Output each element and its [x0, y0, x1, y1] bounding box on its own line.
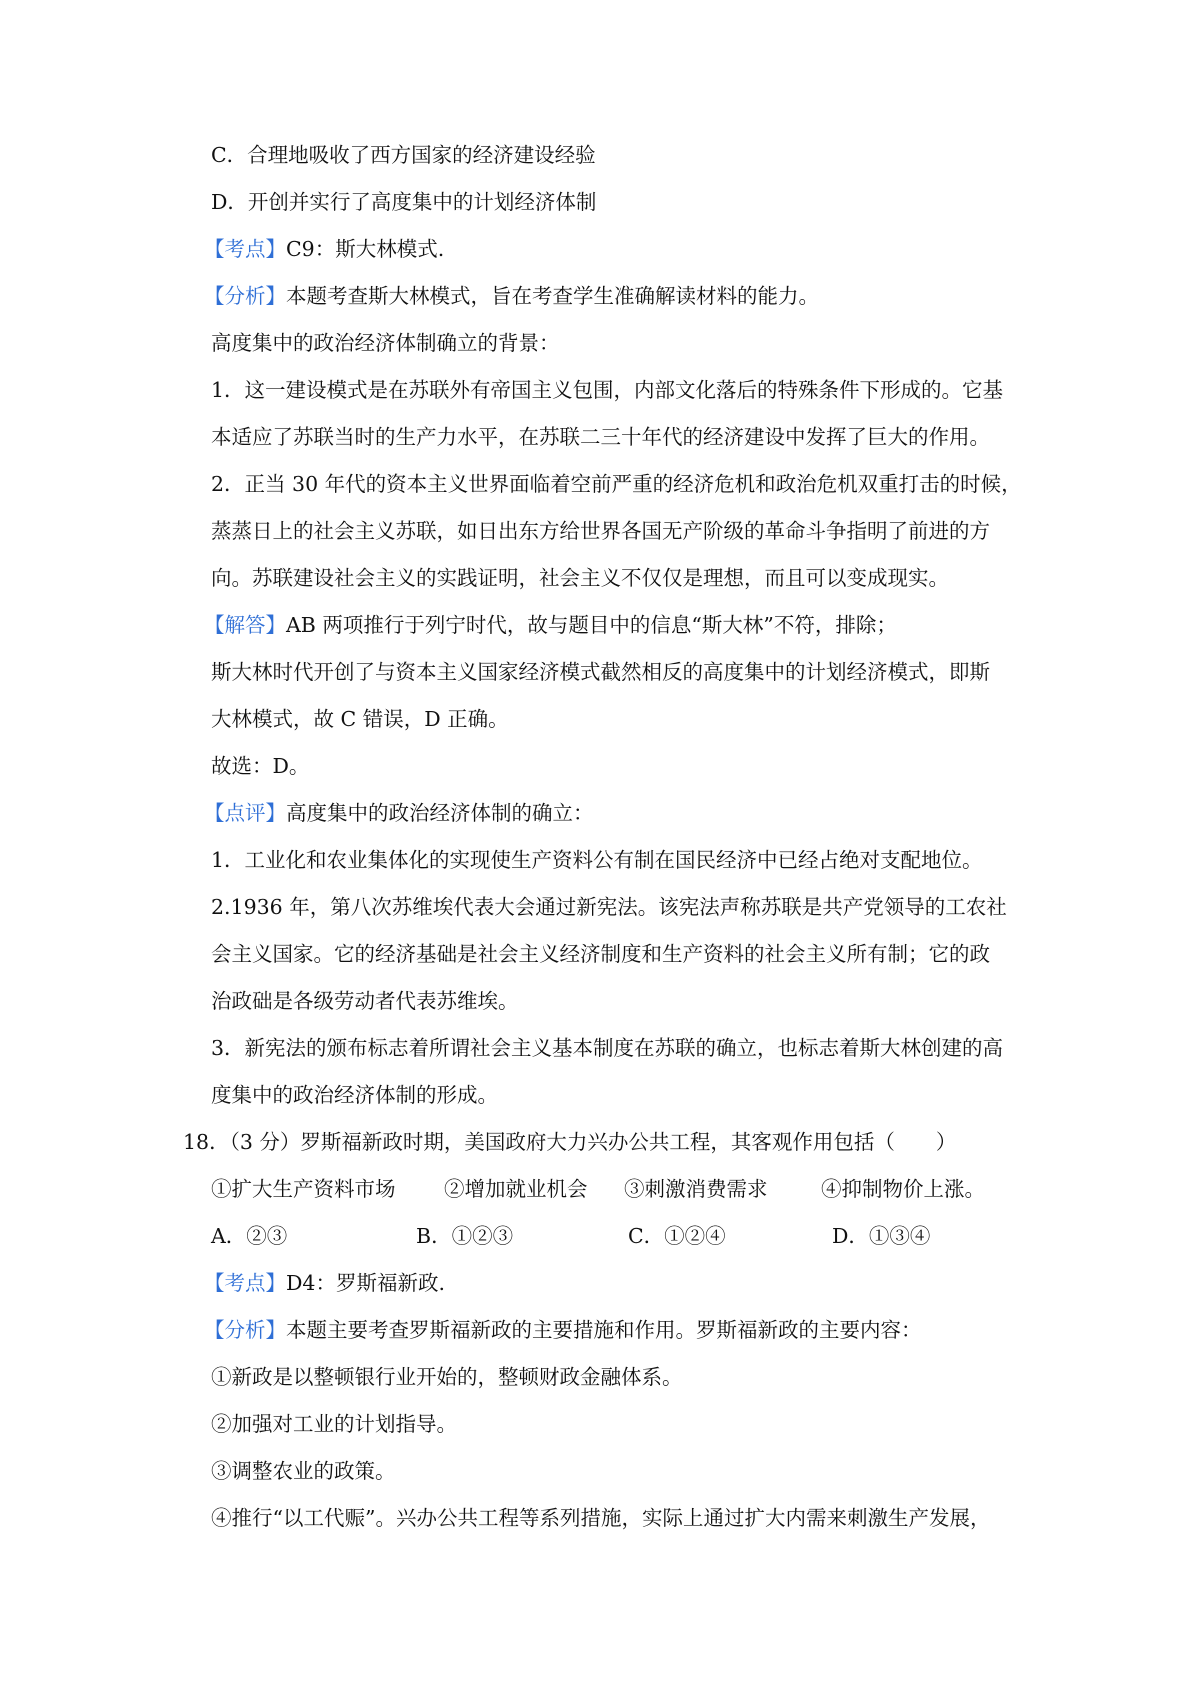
statement-item: ①扩大生产资料市场: [211, 1177, 396, 1201]
choice-d: D．①③④: [832, 1224, 931, 1248]
kaodian-line: [204, 226, 1024, 273]
q18-stem: [183, 1119, 1043, 1166]
fenxi-line: [204, 1307, 1024, 1354]
fenxi-text: 本题考查斯大林模式，旨在考查学生准确解读材料的能力。: [286, 284, 819, 308]
statement-item: ④抑制物价上涨。: [821, 1177, 985, 1201]
paragraph-line: 治政础是各级劳动者代表苏维埃。: [211, 989, 519, 1013]
paragraph-line: 1．工业化和农业集体化的实现使生产资料公有制在国民经济中已经占绝对支配地位。: [211, 848, 983, 872]
choice-c: C．①②④: [628, 1224, 726, 1248]
paragraph-line: 向。苏联建设社会主义的实践证明，社会主义不仅仅是理想，而且可以变成现实。: [211, 566, 949, 590]
fenxi-text: 本题主要考查罗斯福新政的主要措施和作用。罗斯福新政的主要内容：: [286, 1318, 922, 1342]
paragraph-line: 2．正当 30 年代的资本主义世界面临着空前严重的经济危机和政治危机双重打击的时候，: [211, 472, 1022, 496]
kaodian-text: C9：斯大林模式.: [286, 237, 445, 261]
paragraph-line: ③调整农业的政策。: [211, 1459, 396, 1483]
statement-row: [211, 1166, 1031, 1213]
paragraph-line: 高度集中的政治经济体制确立的背景：: [211, 331, 560, 355]
q17-fenxi-body: [211, 320, 1031, 602]
question-line: [183, 1119, 1043, 1166]
q18-analysis: [204, 1260, 1024, 1354]
jieda-tag: 【解答】: [204, 613, 286, 637]
q17-options-tail: [211, 132, 1031, 226]
q18-fenxi-body: [211, 1354, 1031, 1542]
paragraph-line: 大林模式，故 C 错误，D 正确。: [211, 707, 509, 731]
paragraph-line: 2.1936 年，第八次苏维埃代表大会通过新宪法。该宪法声称苏联是共产党领导的工农社: [211, 895, 1007, 919]
choice-a: A．②③: [211, 1224, 288, 1248]
question-number: 18．: [183, 1130, 230, 1154]
paragraph-line: 3．新宪法的颁布标志着所谓社会主义基本制度在苏联的确立，也标志着斯大林创建的高: [211, 1036, 1004, 1060]
paragraph-line: 本适应了苏联当时的生产力水平，在苏联二三十年代的经济建设中发挥了巨大的作用。: [211, 425, 990, 449]
question-text: （3 分）罗斯福新政时期，美国政府大力兴办公共工程，其客观作用包括（ ）: [229, 1130, 957, 1154]
paragraph-line: 蒸蒸日上的社会主义苏联，如日出东方给世界各国无产阶级的革命斗争指明了前进的方: [211, 519, 990, 543]
paragraph-line: 会主义国家。它的经济基础是社会主义经济制度和生产资料的社会主义所有制；它的政: [211, 942, 990, 966]
fenxi-tag: 【分析】: [204, 284, 286, 308]
paragraph-line: ①新政是以整顿银行业开始的，整顿财政金融体系。: [211, 1365, 683, 1389]
choice-b: B．①②③: [416, 1224, 514, 1248]
paragraph-line: 1．这一建设模式是在苏联外有帝国主义包围，内部文化落后的特殊条件下形成的。它基: [211, 378, 1004, 402]
statement-item: ②增加就业机会: [444, 1177, 588, 1201]
kaodian-tag: 【考点】: [204, 1271, 286, 1295]
jieda-line: [204, 602, 1024, 649]
paragraph-line: 度集中的政治经济体制的形成。: [211, 1083, 498, 1107]
paragraph-line: ④推行“以工代赈”。兴办公共工程等系列措施，实际上通过扩大内需来刺激生产发展，: [211, 1506, 991, 1530]
fenxi-line: [204, 273, 1024, 320]
kaodian-text: D4：罗斯福新政.: [286, 1271, 445, 1295]
fenxi-tag: 【分析】: [204, 1318, 286, 1342]
kaodian-tag: 【考点】: [204, 237, 286, 261]
q17-dianping: [204, 790, 1024, 837]
q17-dianping-body: [211, 837, 1031, 1119]
paragraph-line: ②加强对工业的计划指导。: [211, 1412, 457, 1436]
dianping-line: [204, 790, 1024, 837]
jieda-text: AB 两项推行于列宁时代，故与题目中的信息“斯大林”不符，排除；: [286, 613, 897, 637]
statement-item: ③刺激消费需求: [624, 1177, 768, 1201]
option-c: C．合理地吸收了西方国家的经济建设经验: [211, 143, 596, 167]
q17-jieda-body: [211, 649, 1031, 790]
q18-items: [211, 1166, 1031, 1260]
dianping-text: 高度集中的政治经济体制的确立：: [286, 801, 594, 825]
dianping-tag: 【点评】: [204, 801, 286, 825]
q17-jieda: [204, 602, 1024, 649]
kaodian-line: [204, 1260, 1024, 1307]
paragraph-line: 故选：D。: [211, 754, 310, 778]
paragraph-line: 斯大林时代开创了与资本主义国家经济模式截然相反的高度集中的计划经济模式，即斯: [211, 660, 990, 684]
option-d: D．开创并实行了高度集中的计划经济体制: [211, 190, 597, 214]
choice-row: [211, 1213, 1031, 1260]
q17-analysis: [204, 226, 1024, 320]
